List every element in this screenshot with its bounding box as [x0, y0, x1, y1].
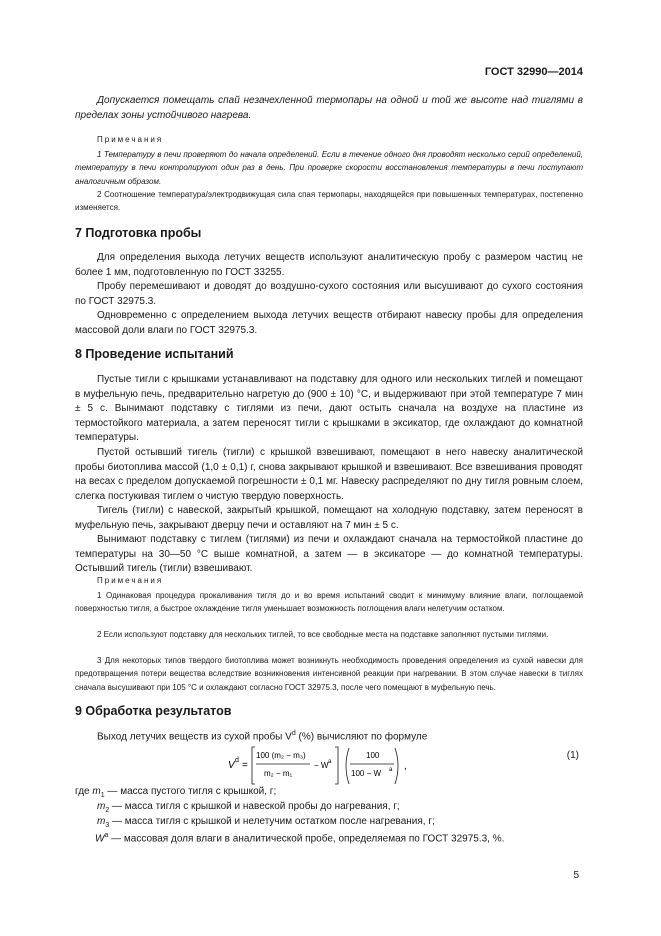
formula-num2: 100 [366, 751, 380, 760]
section8-heading: 8 Проведение испытаний [75, 347, 234, 361]
section7-heading: 7 Подготовка пробы [75, 226, 202, 240]
section8-para-2: Пустой остывший тигель (тигли) с крышкой взвешивают, помещают в него навеску аналитической пробы биотоплива массой (1,0 ± 0,1) г, снова закрывают крышкой и взвешивают. Все взвешивания проводят на весах с пределом допускаемой погрешности ± 0,1 мг. Навеску распределяют по дну тигля ровным слоем, слегка постукивая тиглем о чистую твердую поверхность. [75, 447, 583, 502]
page-number: 5 [573, 870, 579, 881]
formula-v-d [228, 742, 438, 790]
formula-tail: , [404, 761, 407, 772]
def-m3-sub: 3 [105, 822, 110, 829]
notes1-item-1: 1 Температуру в печи проверяют до начала определений. Если в течение одного дня проводят несколько серий определений, температуру в печи контролируют один раз в день. При проверке скорости восстановления температуры в печи поступают аналогичным образом. [75, 150, 583, 186]
equation-number: (1) [566, 750, 579, 761]
section7-para-3: Одновременно с определением выхода летучих веществ отбирают навеску пробы для определения массовой доли влаги по ГОСТ 32975.3. [75, 310, 583, 336]
formula-bracket-left [252, 747, 255, 784]
section7-para-1: Для определения выхода летучих веществ используют аналитическую пробу с размером частиц не более 1 мм, подготовленную по ГОСТ 33255. [75, 252, 583, 278]
formula-eq: = [242, 760, 248, 771]
standard-header: ГОСТ 32990—2014 [484, 66, 583, 78]
def-m1-text: — масса пустого тигля с крышкой, г; [104, 786, 277, 797]
where-label: где [75, 786, 90, 797]
formula-den2: 100 − W [351, 769, 382, 778]
notes2-title: Примечания [97, 576, 164, 585]
section9-intro [97, 730, 427, 742]
notes2-item-1: 1 Одинаковая процедура прокаливания тигля до и во время испытаний сводит к минимуму влияние влаги, поглощаемой поверхностью тигля, а быстрое охлаждение тигля уменьшает возможность поглощения влаги нелетучим остатком. [75, 591, 583, 614]
formula-lhs: V [228, 760, 235, 771]
section8-para-4: Вынимают подставку с тиглем (тиглями) из печи и охлаждают сначала на термостойкой пластине до температуры на 30—50 °C выше комнатной, а затем — в эксикаторе — до комнатной температуры. Остывший тигель (тигли) взвешивают. [75, 534, 583, 575]
formula-minus-w: − W [314, 761, 329, 770]
formula-w-sup: a [328, 759, 332, 765]
def-m3-symbol: m [97, 816, 106, 827]
section9-intro-sup: d [291, 730, 296, 737]
notes2-item-2: 2 Если используют подставку для нескольких тиглей, то все свободные места на подставке заполняют пустыми тиглями. [97, 630, 549, 639]
def-m2-text: — масса тигля с крышкой и навеской пробы до нагревания, г; [109, 801, 400, 812]
formula-den1: m₂ − m₁ [264, 769, 293, 778]
formula-den2-sup: a [389, 767, 393, 773]
def-wa-symbol: W [95, 833, 105, 845]
def-wa-sup: a [104, 832, 109, 839]
def-m1-symbol: m [92, 786, 101, 797]
formula-num1: 100 (m₂ − m₃) [256, 751, 306, 760]
notes1-title: Примечания [97, 135, 164, 144]
formula-bracket-right [335, 747, 338, 784]
section7-para-2: Пробу перемешивают и доводят до воздушно-сухого состояния или высушивают до сухого состояния по ГОСТ 32975.3. [75, 281, 583, 307]
section8-para-3: Тигель (тигли) с навеской, закрытый крышкой, помещают на холодную подставку, затем переносят в муфельную печь, закрывают дверцу печи и оставляют на 7 мин ± 5 с. [75, 505, 583, 531]
def-m1-sub: 1 [100, 792, 105, 799]
formula-paren-right [395, 748, 398, 784]
def-m2-sub: 2 [105, 807, 110, 814]
section9-heading: 9 Обработка результатов [75, 704, 232, 718]
def-wa-text: — массовая доля влаги в аналитической пробе, определяемая по ГОСТ 32975.3, %. [108, 833, 505, 845]
notes1-item-2: 2 Соотношение температура/электродвижущая сила спая термопары, находящейся при повышенных температурах, постепенно изменяется. [75, 190, 583, 213]
definition-wa [95, 829, 504, 847]
formula-paren-left [346, 748, 349, 784]
intro-paragraph: Допускается помещать спай незачехленной термопары на одной и той же высоте над тиглями в пределах зоны устойчивого нагрева. [75, 95, 583, 121]
section8-para-1: Пустые тигли с крышками устанавливают на подставку для одного или нескольких тиглей и помещают в муфельную печь, предварительно нагретую до (900 ± 10) °C, и выдерживают при этой температуре 7 мин ± 5 с. Вынимают подставку с тиглями из печи, дают остыть сначала на воздухе на пластине из термостойкого материала, а затем переносят тигли с крышками в эксикатор, где охлаждают до комнатной температуры. [75, 374, 583, 444]
formula-lhs-sup: d [235, 757, 239, 764]
section9-intro-text: Выход летучих веществ из сухой пробы V [97, 731, 292, 743]
definitions-list [75, 785, 583, 845]
section9-intro-tail: (%) вычисляют по формуле [295, 731, 428, 743]
notes2-item-3: 3 Для некоторых типов твердого биотоплива может возникнуть необходимость проведения определения из сухой навески для предотвращения потери вещества вследствие возникновения интенсивной реакции при нагревании. В этом случае навески в тиглях сначала высушивают при 105 °C и охлаждают согласно ГОСТ 32975.3, после чего помещают в муфельную печь. [75, 656, 583, 692]
def-m3-text: — масса тигля с крышкой и нелетучим остатком после нагревания, г; [109, 816, 435, 827]
def-m2-symbol: m [97, 801, 106, 812]
